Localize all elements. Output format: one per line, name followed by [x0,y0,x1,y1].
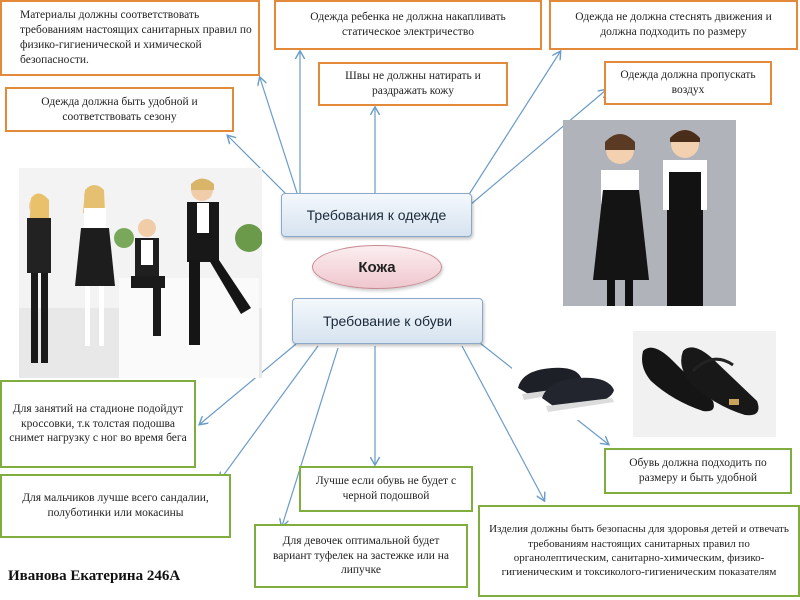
req-girls [254,524,468,588]
req-stadium-text: Для занятий на стадионе подойдут кроссовки, т.к толстая подошва снимет нагрузку с ног во время бега [9,402,187,445]
req-boys-text: Для мальчиков лучше всего сандалии, полуботинки или мокасины [22,492,209,519]
req-air [604,61,772,105]
req-movement-text: Одежда не должна стеснять движения и должна подходить по размеру [575,11,772,38]
arrow-to-materials [260,78,298,196]
clothing-hub [281,193,472,237]
clothing-hub-label: Требования к одежде [306,207,447,223]
req-comfort [5,87,234,132]
author-name: Иванова Екатерина 246А [8,568,181,584]
shoes-hub-label: Требование к обуви [322,313,453,329]
schoolchildren-illustration [19,168,262,378]
center-node-label: Кожа [358,258,396,276]
req-size [604,448,792,494]
boys-moccasins-photo [512,340,620,420]
req-size-text: Обувь должна подходить по размеру и быть удобной [629,457,767,484]
two-children-uniform-photo [563,120,736,306]
req-static-text: Одежда ребенка не должна накапливать статическое электричество [310,11,506,38]
req-comfort-text: Одежда должна быть удобной и соответствовать сезону [41,95,198,123]
req-girls-text: Для девочек оптимальной будет вариант туфелек на застежке или на липучке [272,534,450,577]
req-boys [0,474,231,538]
req-materials [0,0,260,76]
req-seams-text: Швы не должны натирать и раздражать кожу [345,70,481,97]
moccasins-illustration [512,340,620,420]
req-static [274,0,542,50]
req-safety [478,505,800,597]
req-seams [318,62,508,106]
req-safety-text: Изделия должны быть безопасны для здоровья детей и отвечать требованиям настоящих санитарных правил по органолептическим, санитарно-химическим, физико-гигиеническим и токсиколого-гигиеническим показателям [489,523,789,579]
girls-shoes-photo [633,331,776,437]
req-sole [299,466,473,512]
girls-shoes-illustration [633,331,776,437]
center-node-skin [312,245,442,289]
req-materials-text: Материалы должны соответствовать требованиям настоящих санитарных правил по физико-гигиенической и химической безопасности. [20,9,252,66]
req-stadium [0,380,196,468]
req-sole-text: Лучше если обувь не будет с черной подошвой [315,475,457,502]
req-air-text: Одежда должна пропускать воздух [620,69,756,96]
shoes-hub [292,298,483,344]
schoolchildren-group-photo [19,168,262,378]
uniform-children-illustration [563,120,736,306]
req-movement [549,0,798,50]
